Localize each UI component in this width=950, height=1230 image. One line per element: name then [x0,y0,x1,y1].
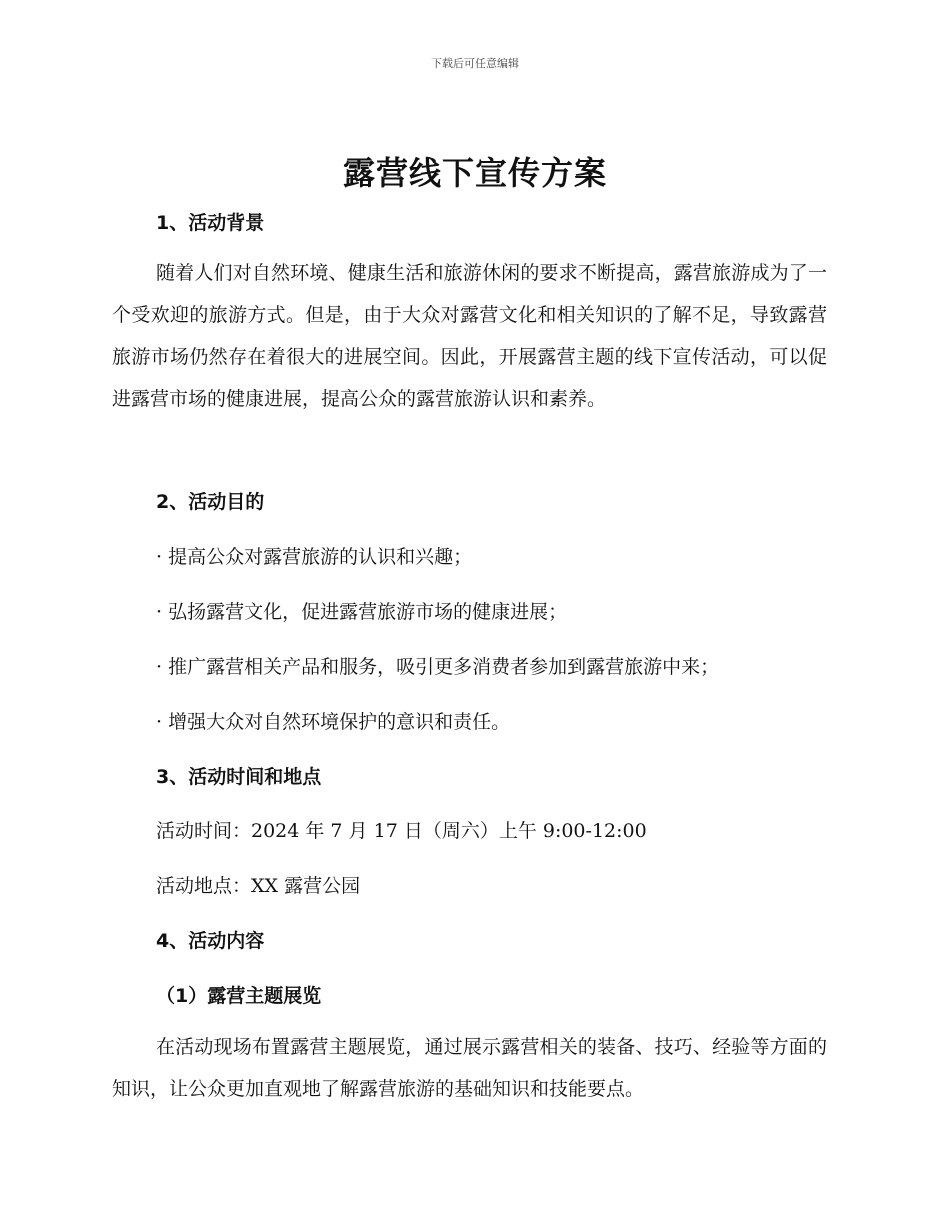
purpose-item: · 提高公众对露营旅游的认识和兴趣； [156,546,473,568]
activity-place: 活动地点：XX 露营公园 [156,875,361,897]
purpose-item: · 增强大众对自然环境保护的意识和责任。 [156,711,511,733]
document-title: 露营线下宣传方案 [342,154,607,192]
background-paragraph: 随着人们对自然环境、健康生活和旅游休闲的要求不断提高，露营旅游成为了一个受欢迎的旅游方式。但是，由于大众对露营文化和相关知识的了解不足，导致露营旅游市场仍然存在着很大的进展空间。因此，开展露营主题的线下宣传活动，可以促进露营市场的健康进展，提高公众的露营旅游认识和素养。 [112,262,827,410]
section-heading-purpose: 2、活动目的 [156,491,265,513]
exhibition-paragraph: 在活动现场布置露营主题展览，通过展示露营相关的装备、技巧、经验等方面的知识，让公众更加直观地了解露营旅游的基础知识和技能要点。 [112,1036,827,1100]
section-heading-background: 1、活动背景 [156,212,265,234]
activity-time: 活动时间：2024 年 7 月 17 日（周六）上午 9:00-12:00 [156,820,647,842]
purpose-item: · 弘扬露营文化，促进露营旅游市场的健康进展； [156,601,568,623]
section-heading-content: 4、活动内容 [156,930,265,952]
section-heading-time-place: 3、活动时间和地点 [156,766,322,788]
purpose-item: · 推广露营相关产品和服务，吸引更多消费者参加到露营旅游中来； [156,656,720,678]
subsection-heading-exhibition: （1）露营主题展览 [156,985,322,1007]
header-note: 下载后可任意编辑 [431,57,519,70]
